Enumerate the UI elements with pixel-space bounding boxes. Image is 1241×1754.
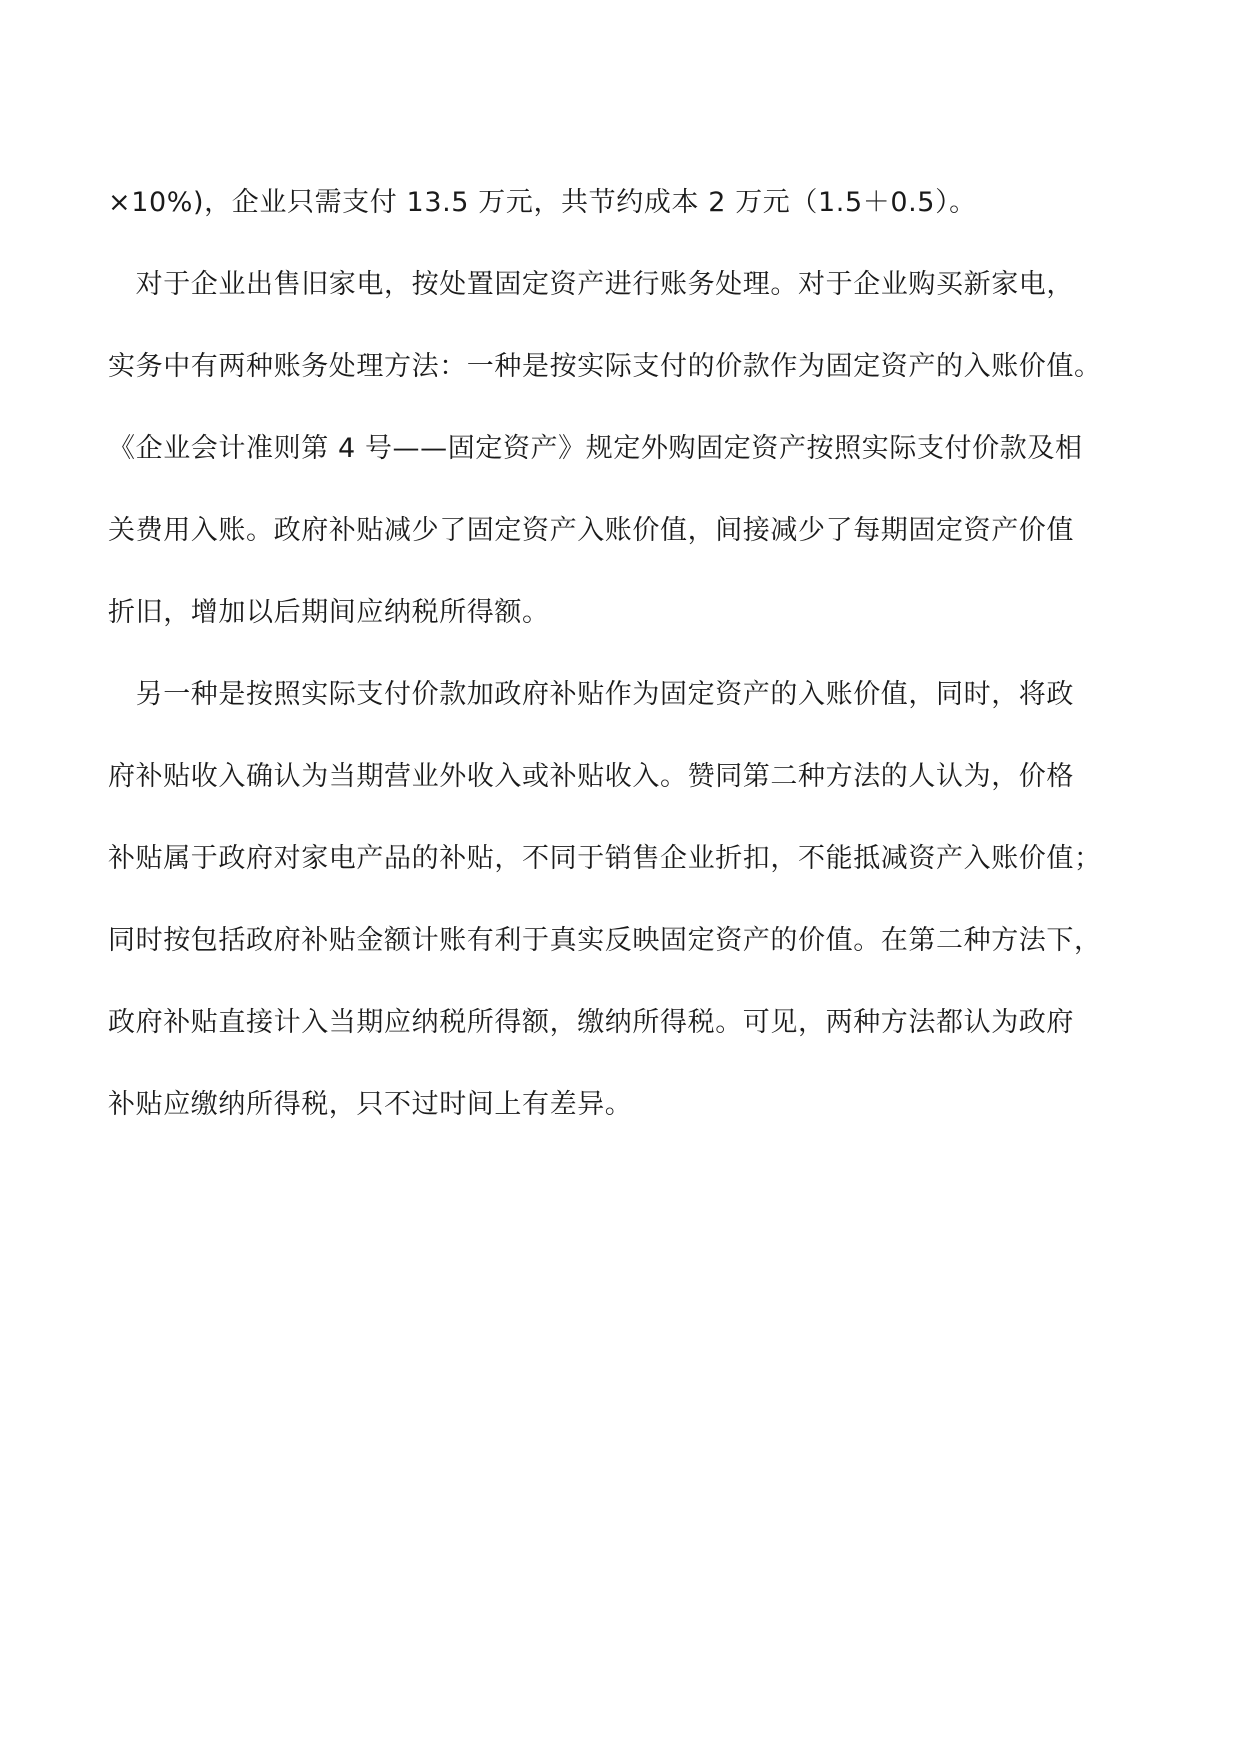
text-line: 另一种是按照实际支付价款加政府补贴作为固定资产的入账价值，同时，将政 <box>108 679 1074 710</box>
text-line: 同时按包括政府补贴金额计账有利于真实反映固定资产的价值。在第二种方法下， <box>108 925 1102 956</box>
paragraph <box>108 244 1140 654</box>
text-line: 对于企业出售旧家电，按处置固定资产进行账务处理。对于企业购买新家电， <box>108 269 1074 300</box>
paragraph <box>108 654 1140 1146</box>
text-line: 府补贴收入确认为当期营业外收入或补贴收入。赞同第二种方法的人认为，价格 <box>108 761 1074 792</box>
text-line: 政府补贴直接计入当期应纳税所得额，缴纳所得税。可见，两种方法都认为政府 <box>108 1007 1074 1038</box>
text-line: 补贴应缴纳所得税，只不过时间上有差异。 <box>108 1089 633 1120</box>
text-line: 《企业会计准则第 4 号——固定资产》规定外购固定资产按照实际支付价款及相 <box>108 433 1083 464</box>
body-text <box>108 162 1140 1146</box>
text-line: 折旧，增加以后期间应纳税所得额。 <box>108 597 550 628</box>
text-line: 实务中有两种账务处理方法：一种是按实际支付的价款作为固定资产的入账价值。 <box>108 351 1102 382</box>
text-line: 关费用入账。政府补贴减少了固定资产入账价值，间接减少了每期固定资产价值 <box>108 515 1074 546</box>
text-line: 补贴属于政府对家电产品的补贴，不同于销售企业折扣，不能抵减资产入账价值； <box>108 843 1102 874</box>
text-line: ×10%)，企业只需支付 13.5 万元，共节约成本 2 万元（1.5＋0.5）。 <box>108 187 977 218</box>
paragraph <box>108 162 1140 244</box>
